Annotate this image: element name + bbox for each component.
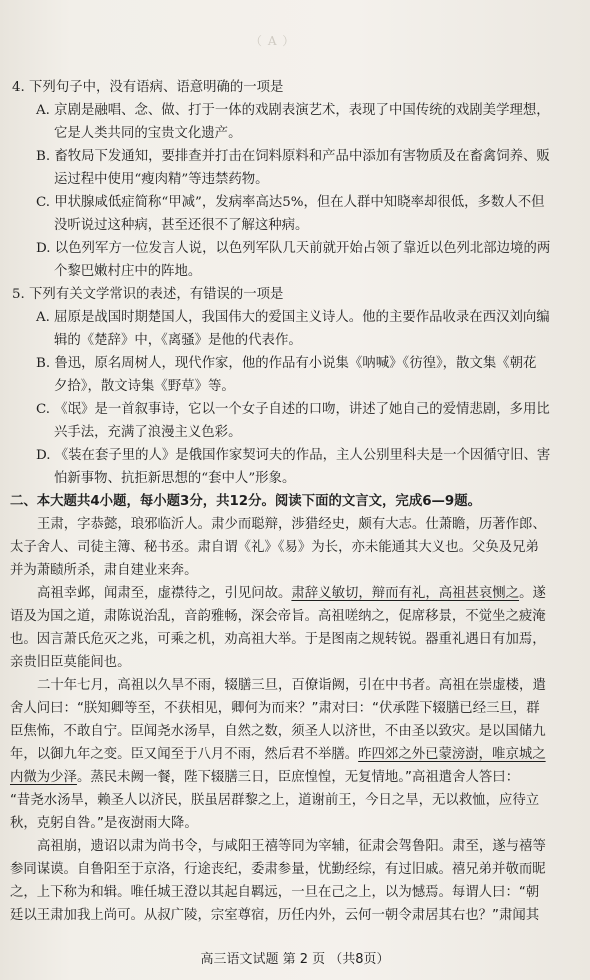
page-content (10, 76, 580, 927)
q4-option-d-line2: 个黎巴嫩村庄中的阵地。 (54, 264, 202, 279)
passage-p3-line5 (10, 766, 580, 789)
passage-p4-line4: 廷以王肃加我上尚可。从叔广陵，宗室尊宿，历任内外，云何一朝令肃居其右也？”肃闻其 (10, 908, 540, 923)
passage-p4-line3: 之，上下称为和辑。唯任城王澄以其起自羁远，一旦在己之上，以为憾焉。每谓人曰：“朝 (10, 885, 540, 900)
underlined-sentence-1: 肃辞义敏切，辩而有礼，高祖甚哀恻之 (291, 586, 520, 601)
passage-p1-line3: 并为萧赜所杀，肃自建业来奔。 (10, 563, 198, 578)
q5-option-a-line2: 辑的《楚辞》中，《离骚》是他的代表作。 (54, 333, 302, 348)
q5-option-b-line1: B. 鲁迅，原名周树人，现代作家，他的作品有小说集《呐喊》《彷徨》，散文集《朝花 (36, 356, 537, 371)
passage-p3-line7: 秋，克躬自咎。”是夜澍雨大降。 (10, 816, 198, 831)
passage-p2-line1 (10, 582, 580, 605)
passage-p4-line2: 参同谋谟。自鲁阳至于京洛，行途丧纪，委肃参量，忧勤经综，有过旧戚。禧兄弟并敬而昵 (10, 862, 546, 877)
faint-header: （ A ） (250, 34, 296, 48)
passage-p3-line2: 舍人问曰：“朕知卿等至，不获相见，卿何为而来？”肃对曰：“伏承陛下辍膳已经三旦，群 (10, 701, 540, 716)
q4-option-d-line1: D. 以色列军方一位发言人说，以色列军队几天前就开始占领了靠近以色列北部边境的两 (36, 241, 551, 256)
q5-stem: 5. 下列有关文学常识的表述，有错误的一项是 (12, 287, 284, 302)
q5-option-c-line1: C. 《氓》是一首叙事诗，它以一个女子自述的口吻，讲述了她自己的爱情悲剧，多用比 (36, 402, 550, 417)
q5-option-d-line2: 怕新事物、抗拒新思想的“套中人”形象。 (54, 471, 296, 486)
page-footer: 高三语文试题 第 2 页 （共8页） (200, 952, 390, 967)
q4-option-a-line2: 它是人类共同的宝贵文化遗产。 (54, 126, 242, 141)
q4-option-c-line2: 没听说过这种病，甚至还很不了解这种病。 (54, 218, 309, 233)
section-2-heading: 二、本大题共4小题，每小题3分，共12分。阅读下面的文言文，完成6—9题。 (10, 494, 482, 509)
q4-option-b-line1: B. 畜牧局下发通知，要排查并打击在饲料原料和产品中添加有害物质及在畜禽饲养、贩 (36, 149, 550, 164)
q5-option-b-line2: 夕拾》，散文诗集《野草》等。 (54, 379, 235, 394)
passage-p4-line1: 高祖崩，遗诏以肃为尚书令，与咸阳王禧等同为宰辅，征肃会驾鲁阳。肃至，遂与禧等 (37, 839, 546, 854)
passage-p2-line4: 亲贵旧臣莫能间也。 (10, 655, 131, 670)
passage-p2-line1-end: 。遂 (519, 586, 546, 601)
q4-option-a-line1: A. 京剧是融唱、念、做、打于一体的戏剧表演艺术，表现了中国传统的戏剧美学理想， (36, 103, 550, 118)
passage-p3-line4-start: 年，以御九年之变。臣又闻至于八月不雨，然后君不举膳。 (10, 747, 359, 762)
q4-option-c-line1: C. 甲状腺咸低症简称“甲减”，发病率高达5%，但在人群中知晓率却很低，多数人不但 (36, 195, 545, 210)
q5-option-a-line1: A. 屈原是战国时期楚国人，我国伟大的爱国主义诗人。他的主要作品收录在西汉刘向编 (36, 310, 550, 325)
passage-p2-line2: 语及为国之道，肃陈说治乱，音韵雅畅，深会帝旨。高祖嗟纳之，促席移景，不觉坐之疲淹 (10, 609, 546, 624)
underlined-sentence-2a: 昨四郊之外已蒙滂澍，唯京城之 (358, 747, 546, 762)
passage-p1-line2: 太子舍人、司徒主簿、秘书丞。肃自谓《礼》《易》为长，亦未能通其大义也。父奂及兄弟 (10, 540, 539, 555)
passage-p1-line1: 王肃，字恭懿，琅邪临沂人。肃少而聪辩，涉猎经史，颇有大志。仕萧瞻，历著作郎、 (37, 517, 546, 532)
passage-p2-line1-start: 高祖幸邺，闻肃至，虚襟待之，引见问故。 (37, 586, 292, 601)
q5-option-c-line2: 兴手法，充满了浪漫主义色彩。 (54, 425, 242, 440)
passage-p2-line3: 也。因言萧氏危灭之兆，可乘之机，劝高祖大举。于是图南之规转锐。器重礼遇日有加焉， (10, 632, 546, 647)
passage-p3-line6: “昔尧水汤旱，赖圣人以济民，朕虽居群黎之上，道谢前王，今日之旱，无以救恤，应待立 (10, 793, 540, 808)
passage-p3-line5-end: 。蒸民未阙一餐，陛下辍膳三日，臣庶惶惶，无复情地。”高祖遣舍人答曰： (76, 770, 520, 785)
passage-p3-line3: 臣焦怖，不敢自宁。臣闻尧水汤旱，自然之数，须圣人以济世，不由圣以致灾。是以国储九 (10, 724, 546, 739)
q4-option-b-line2: 运过程中使用“瘦肉精”等违禁药物。 (54, 172, 269, 187)
underlined-sentence-2b: 内微为少泽 (10, 770, 77, 785)
passage-p3-line4 (10, 743, 580, 766)
passage-p3-line1: 二十年七月，高祖以久旱不雨，辍膳三旦，百僚诣阙，引在中书者。高祖在崇虚楼，遣 (37, 678, 546, 693)
q4-stem: 4. 下列句子中，没有语病、语意明确的一项是 (12, 80, 284, 95)
q5-option-d-line1: D. 《装在套子里的人》是俄国作家契诃夫的作品，主人公别里科夫是一个因循守旧、害 (36, 448, 551, 463)
